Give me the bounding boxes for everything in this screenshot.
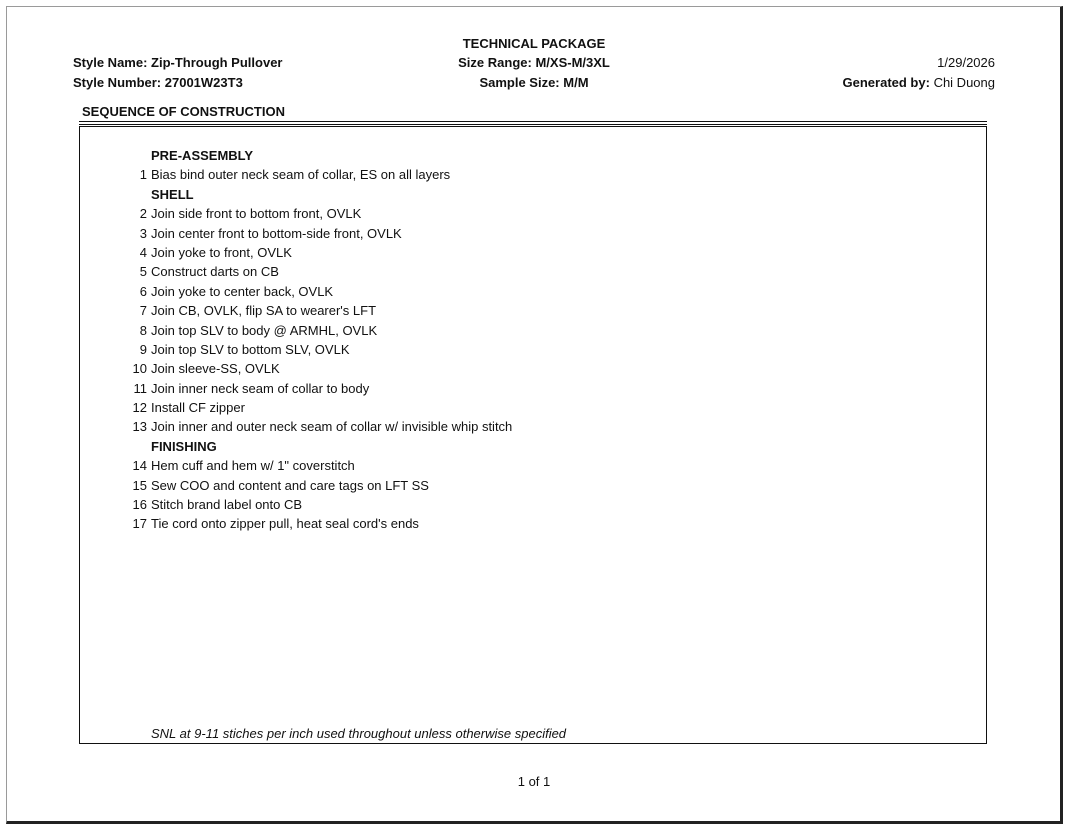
step-group-heading (80, 437, 986, 456)
construction-step (80, 340, 986, 359)
step-number: 11 (133, 380, 147, 396)
step-group-label: FINISHING (151, 438, 217, 454)
step-group-label: SHELL (151, 186, 194, 202)
construction-steps-box (79, 126, 987, 744)
step-text: Tie cord onto zipper pull, heat seal cord's ends (151, 516, 419, 532)
size-range-value: M/XS-M/3XL (535, 55, 610, 70)
sample-size-label: Sample Size: (479, 75, 560, 90)
construction-step (80, 301, 986, 320)
construction-step (80, 495, 986, 514)
step-number: 17 (132, 516, 147, 532)
step-number: 13 (132, 419, 147, 435)
step-text: Join inner neck seam of collar to body (151, 380, 370, 396)
size-range-label: Size Range: (458, 55, 532, 70)
step-group-label: PRE-ASSEMBLY (151, 148, 254, 163)
sample-size-value: M/M (563, 75, 589, 90)
step-text: Construct darts on CB (151, 264, 279, 280)
step-number: 1 (139, 167, 147, 183)
style-name (73, 55, 282, 71)
construction-step (80, 476, 986, 495)
step-text: Join center front to bottom-side front, OVLK (151, 225, 402, 241)
step-number: 5 (139, 264, 147, 280)
step-text: Join top SLV to bottom SLV, OVLK (151, 341, 350, 357)
style-number-value: 27001W23T3 (164, 75, 243, 90)
document-title: TECHNICAL PACKAGE (462, 36, 606, 51)
step-text: Join sleeve-SS, OVLK (151, 361, 280, 377)
construction-steps-list (80, 146, 986, 534)
construction-step (80, 398, 986, 417)
step-number: 16 (132, 497, 147, 513)
size-range (434, 55, 634, 71)
section-heading: SEQUENCE OF CONSTRUCTION (82, 104, 285, 119)
style-name-value: Zip-Through Pullover (151, 55, 283, 70)
step-number: 4 (139, 244, 147, 260)
generated-by-label: Generated by: (842, 75, 930, 90)
step-number: 12 (132, 400, 147, 416)
step-text: Join yoke to center back, OVLK (151, 283, 334, 299)
step-number: 6 (139, 283, 147, 299)
step-text: Hem cuff and hem w/ 1" coverstitch (151, 458, 355, 474)
step-text: Join yoke to front, OVLK (151, 244, 292, 260)
style-name-label: Style Name: (73, 55, 148, 70)
step-number: 7 (139, 303, 147, 319)
style-number-label: Style Number: (73, 75, 162, 90)
style-number (73, 75, 243, 91)
step-text: Join top SLV to body @ ARMHL, OVLK (151, 322, 378, 338)
step-number: 10 (132, 361, 147, 377)
generated-by (745, 75, 995, 91)
step-text: Join CB, OVLK, flip SA to wearer's LFT (151, 303, 377, 319)
step-text: Bias bind outer neck seam of collar, ES on all layers (151, 167, 451, 183)
construction-step (80, 456, 986, 475)
step-number: 2 (139, 206, 147, 222)
construction-step (80, 282, 986, 301)
construction-step (80, 379, 986, 398)
step-group-heading (80, 146, 986, 165)
document-date: 1/29/2026 (937, 55, 995, 70)
step-text: Join side front to bottom front, OVLK (151, 206, 362, 222)
construction-step (80, 359, 986, 378)
construction-step (80, 243, 986, 262)
step-text: Stitch brand label onto CB (151, 497, 303, 513)
construction-step (80, 262, 986, 281)
step-number: 8 (139, 322, 147, 338)
generated-by-value: Chi Duong (933, 75, 995, 90)
construction-step (80, 224, 986, 243)
step-text: Install CF zipper (151, 400, 245, 416)
construction-step (80, 417, 986, 436)
sample-size (434, 75, 634, 91)
stitch-footnote: SNL at 9-11 stiches per inch used throughout unless otherwise specified (151, 726, 567, 741)
step-text: Sew COO and content and care tags on LFT SS (151, 477, 429, 493)
construction-step (80, 204, 986, 223)
step-group-heading (80, 185, 986, 204)
step-number: 15 (132, 477, 147, 493)
page-number: 1 of 1 (517, 774, 551, 789)
step-number: 3 (139, 225, 147, 241)
step-text: Join inner and outer neck seam of collar w/ invisible whip stitch (151, 419, 513, 435)
section-divider (79, 121, 987, 125)
construction-step (80, 321, 986, 340)
step-number: 14 (132, 458, 147, 474)
step-number: 9 (139, 341, 147, 357)
construction-step (80, 165, 986, 184)
construction-step (80, 514, 986, 533)
